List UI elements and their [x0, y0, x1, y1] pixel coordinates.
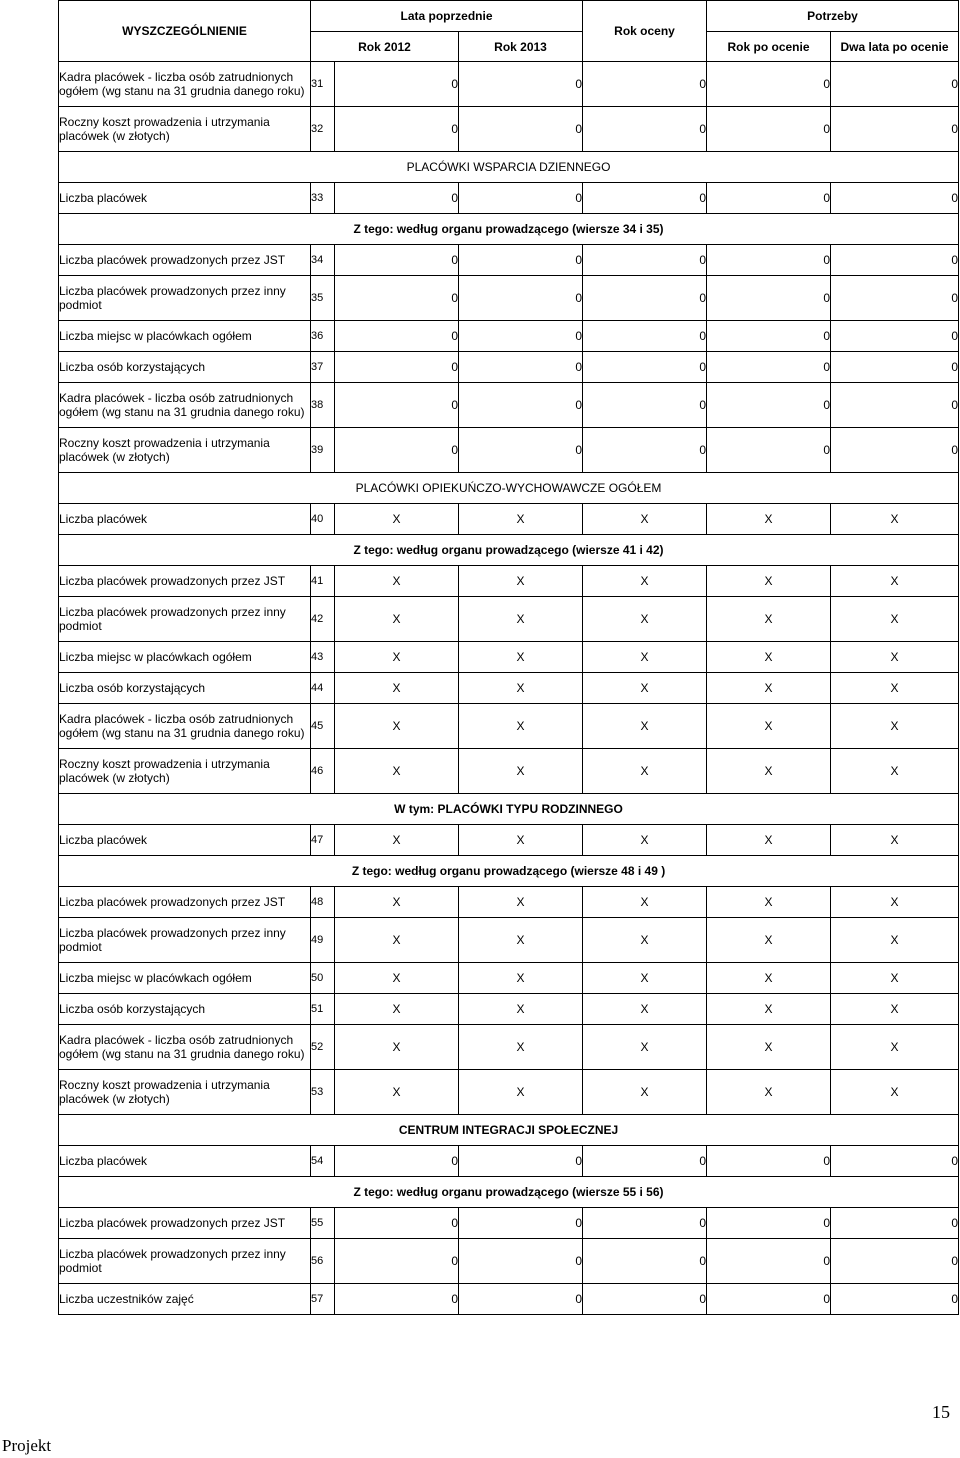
value-cell[interactable]: X [459, 704, 583, 749]
value-cell[interactable]: X [583, 704, 707, 749]
value-cell[interactable]: X [831, 963, 959, 994]
value-cell[interactable]: X [459, 673, 583, 704]
value-cell[interactable]: 0 [831, 62, 959, 107]
section-title: W tym: PLACÓWKI TYPU RODZINNEGO [59, 794, 959, 825]
row-number: 31 [311, 62, 335, 107]
table-row [59, 597, 959, 642]
value-cell[interactable]: X [459, 642, 583, 673]
value-cell[interactable]: 0 [459, 107, 583, 152]
value-cell[interactable]: X [831, 1070, 959, 1115]
section-title: Z tego: według organu prowadzącego (wiersze 41 i 42) [59, 535, 959, 566]
value-cell[interactable]: X [459, 994, 583, 1025]
value-cell[interactable]: X [831, 566, 959, 597]
row-number: 46 [311, 749, 335, 794]
value-cell[interactable]: X [459, 1025, 583, 1070]
row-number: 53 [311, 1070, 335, 1115]
row-label: Kadra placówek - liczba osób zatrudnionych ogółem (wg stanu na 31 grudnia danego roku) [59, 1025, 311, 1070]
value-cell[interactable]: 0 [335, 383, 459, 428]
row-label: Roczny koszt prowadzenia i utrzymania placówek (w złotych) [59, 107, 311, 152]
row-label: Liczba miejsc w placówkach ogółem [59, 642, 311, 673]
value-cell[interactable]: X [583, 749, 707, 794]
value-cell[interactable]: 0 [707, 245, 831, 276]
value-cell[interactable]: 0 [707, 321, 831, 352]
table-row [59, 749, 959, 794]
value-cell[interactable]: X [335, 673, 459, 704]
value-cell[interactable]: 0 [459, 1239, 583, 1284]
row-number: 39 [311, 428, 335, 473]
row-label: Liczba placówek prowadzonych przez JST [59, 1208, 311, 1239]
footer-label: Projekt [2, 1436, 52, 1455]
value-cell[interactable]: X [459, 887, 583, 918]
value-cell[interactable]: X [831, 1025, 959, 1070]
table-row [59, 704, 959, 749]
value-cell[interactable]: X [335, 704, 459, 749]
section-row [59, 535, 959, 566]
value-cell[interactable]: X [335, 504, 459, 535]
table-row [59, 1070, 959, 1115]
row-label: Liczba placówek prowadzonych przez inny podmiot [59, 918, 311, 963]
value-cell[interactable]: 0 [707, 428, 831, 473]
value-cell[interactable]: X [831, 918, 959, 963]
header-prev-years: Lata poprzednie [311, 1, 583, 32]
value-cell[interactable]: 0 [459, 183, 583, 214]
table-row [59, 887, 959, 918]
header-col-2012: Rok 2012 [311, 32, 459, 62]
row-label: Kadra placówek - liczba osób zatrudnionych ogółem (wg stanu na 31 grudnia danego roku) [59, 383, 311, 428]
value-cell[interactable]: 0 [459, 321, 583, 352]
value-cell[interactable]: 0 [831, 1284, 959, 1315]
row-number: 34 [311, 245, 335, 276]
row-number: 41 [311, 566, 335, 597]
row-label: Roczny koszt prowadzenia i utrzymania placówek (w złotych) [59, 749, 311, 794]
value-cell[interactable]: X [583, 1070, 707, 1115]
value-cell[interactable]: X [583, 918, 707, 963]
value-cell[interactable]: 0 [459, 276, 583, 321]
row-number: 51 [311, 994, 335, 1025]
value-cell[interactable]: X [335, 1070, 459, 1115]
value-cell[interactable]: 0 [583, 276, 707, 321]
table-row [59, 642, 959, 673]
value-cell[interactable]: X [831, 673, 959, 704]
value-cell[interactable]: X [831, 749, 959, 794]
row-number: 54 [311, 1146, 335, 1177]
value-cell[interactable]: 0 [583, 428, 707, 473]
value-cell[interactable]: X [831, 704, 959, 749]
value-cell[interactable]: X [707, 673, 831, 704]
row-number: 40 [311, 504, 335, 535]
value-cell[interactable]: 0 [583, 1239, 707, 1284]
header-spec: WYSZCZEGÓLNIENIE [59, 1, 311, 62]
value-cell[interactable]: 0 [583, 1284, 707, 1315]
table-row [59, 276, 959, 321]
row-number: 50 [311, 963, 335, 994]
row-number: 48 [311, 887, 335, 918]
value-cell[interactable]: 0 [335, 428, 459, 473]
header-col-2013: Rok 2013 [459, 32, 583, 62]
value-cell[interactable]: X [707, 642, 831, 673]
row-label: Liczba placówek prowadzonych przez inny podmiot [59, 1239, 311, 1284]
section-row [59, 1177, 959, 1208]
row-number: 36 [311, 321, 335, 352]
value-cell[interactable]: 0 [707, 276, 831, 321]
value-cell[interactable]: 0 [831, 1146, 959, 1177]
value-cell[interactable]: X [335, 994, 459, 1025]
row-number: 37 [311, 352, 335, 383]
value-cell[interactable]: X [707, 566, 831, 597]
table-row [59, 673, 959, 704]
section-title: Z tego: według organu prowadzącego (wiersze 34 i 35) [59, 214, 959, 245]
row-number: 33 [311, 183, 335, 214]
value-cell[interactable]: X [583, 673, 707, 704]
section-title: PLACÓWKI OPIEKUŃCZO-WYCHOWAWCZE OGÓŁEM [59, 473, 959, 504]
value-cell[interactable]: X [831, 642, 959, 673]
value-cell[interactable]: X [583, 994, 707, 1025]
table-row [59, 321, 959, 352]
section-row [59, 856, 959, 887]
value-cell[interactable]: 0 [831, 1208, 959, 1239]
value-cell[interactable]: X [707, 749, 831, 794]
row-number: 42 [311, 597, 335, 642]
value-cell[interactable]: 0 [583, 352, 707, 383]
row-label: Kadra placówek - liczba osób zatrudnionych ogółem (wg stanu na 31 grudnia danego roku) [59, 704, 311, 749]
value-cell[interactable]: X [335, 963, 459, 994]
section-title: Z tego: według organu prowadzącego (wiersze 55 i 56) [59, 1177, 959, 1208]
value-cell[interactable]: X [707, 963, 831, 994]
value-cell[interactable]: X [335, 887, 459, 918]
value-cell[interactable]: 0 [335, 1146, 459, 1177]
value-cell[interactable]: 0 [831, 276, 959, 321]
row-number: 57 [311, 1284, 335, 1315]
value-cell[interactable]: X [707, 1025, 831, 1070]
section-title: Z tego: według organu prowadzącego (wiersze 48 i 49 ) [59, 856, 959, 887]
row-number: 45 [311, 704, 335, 749]
value-cell[interactable]: 0 [707, 1208, 831, 1239]
value-cell[interactable]: X [707, 597, 831, 642]
value-cell[interactable]: X [335, 566, 459, 597]
value-cell[interactable]: X [459, 918, 583, 963]
value-cell[interactable]: 0 [335, 183, 459, 214]
value-cell[interactable]: X [583, 504, 707, 535]
value-cell[interactable]: X [707, 825, 831, 856]
value-cell[interactable]: X [583, 1025, 707, 1070]
table-row [59, 825, 959, 856]
value-cell[interactable]: 0 [459, 1146, 583, 1177]
table-row [59, 1239, 959, 1284]
section-row [59, 473, 959, 504]
value-cell[interactable]: 0 [583, 107, 707, 152]
value-cell[interactable]: X [707, 918, 831, 963]
value-cell[interactable]: X [583, 642, 707, 673]
table-row [59, 383, 959, 428]
row-number: 55 [311, 1208, 335, 1239]
table-row [59, 566, 959, 597]
table-row [59, 1208, 959, 1239]
value-cell[interactable]: X [459, 1070, 583, 1115]
section-title: PLACÓWKI WSPARCIA DZIENNEGO [59, 152, 959, 183]
row-label: Liczba placówek [59, 504, 311, 535]
value-cell[interactable]: 0 [459, 428, 583, 473]
value-cell[interactable]: X [707, 704, 831, 749]
value-cell[interactable]: X [831, 597, 959, 642]
value-cell[interactable]: X [707, 504, 831, 535]
section-row [59, 1115, 959, 1146]
row-label: Liczba osób korzystających [59, 673, 311, 704]
row-label: Liczba uczestników zajęć [59, 1284, 311, 1315]
value-cell[interactable]: 0 [335, 245, 459, 276]
row-number: 56 [311, 1239, 335, 1284]
value-cell[interactable]: X [831, 825, 959, 856]
value-cell[interactable]: 0 [335, 107, 459, 152]
row-label: Liczba placówek prowadzonych przez inny podmiot [59, 276, 311, 321]
row-label: Liczba placówek prowadzonych przez inny podmiot [59, 597, 311, 642]
value-cell[interactable]: 0 [831, 245, 959, 276]
value-cell[interactable]: 0 [335, 1239, 459, 1284]
table-row [59, 963, 959, 994]
header-rok-oceny: Rok oceny [583, 1, 707, 62]
value-cell[interactable]: X [583, 566, 707, 597]
header-potrzeby: Potrzeby [707, 1, 959, 32]
row-label: Liczba osób korzystających [59, 994, 311, 1025]
table-row [59, 245, 959, 276]
row-label: Liczba miejsc w placówkach ogółem [59, 963, 311, 994]
table-row [59, 918, 959, 963]
row-label: Liczba placówek [59, 1146, 311, 1177]
value-cell[interactable]: X [335, 918, 459, 963]
value-cell[interactable]: 0 [831, 383, 959, 428]
value-cell[interactable]: 0 [335, 1208, 459, 1239]
value-cell[interactable]: X [831, 994, 959, 1025]
value-cell[interactable]: 0 [335, 276, 459, 321]
value-cell[interactable]: X [335, 749, 459, 794]
row-number: 47 [311, 825, 335, 856]
value-cell[interactable]: 0 [707, 107, 831, 152]
table-row [59, 1146, 959, 1177]
table-row [59, 428, 959, 473]
value-cell[interactable]: 0 [459, 383, 583, 428]
value-cell[interactable]: 0 [335, 321, 459, 352]
row-number: 43 [311, 642, 335, 673]
table-row [59, 1025, 959, 1070]
table-row [59, 1284, 959, 1315]
section-row [59, 152, 959, 183]
value-cell[interactable]: 0 [707, 1239, 831, 1284]
value-cell[interactable]: 0 [583, 245, 707, 276]
value-cell[interactable]: 0 [831, 428, 959, 473]
value-cell[interactable]: 0 [335, 1284, 459, 1315]
value-cell[interactable]: 0 [831, 321, 959, 352]
row-label: Liczba placówek [59, 825, 311, 856]
value-cell[interactable]: 0 [459, 62, 583, 107]
header-col-two-after: Dwa lata po ocenie [831, 32, 959, 62]
value-cell[interactable]: 0 [831, 352, 959, 383]
value-cell[interactable]: 0 [459, 352, 583, 383]
value-cell[interactable]: 0 [707, 352, 831, 383]
row-number: 38 [311, 383, 335, 428]
table-row [59, 183, 959, 214]
value-cell[interactable]: 0 [459, 1208, 583, 1239]
row-number: 32 [311, 107, 335, 152]
value-cell[interactable]: 0 [583, 62, 707, 107]
value-cell[interactable]: X [459, 597, 583, 642]
value-cell[interactable]: 0 [335, 352, 459, 383]
row-label: Liczba placówek prowadzonych przez JST [59, 887, 311, 918]
value-cell[interactable]: 0 [707, 183, 831, 214]
value-cell[interactable]: X [459, 963, 583, 994]
row-label: Liczba miejsc w placówkach ogółem [59, 321, 311, 352]
value-cell[interactable]: X [583, 597, 707, 642]
table-row [59, 504, 959, 535]
row-number: 35 [311, 276, 335, 321]
value-cell[interactable]: X [335, 1025, 459, 1070]
row-number: 44 [311, 673, 335, 704]
value-cell[interactable]: X [707, 994, 831, 1025]
value-cell[interactable]: 0 [831, 1239, 959, 1284]
value-cell[interactable]: 0 [583, 1146, 707, 1177]
value-cell[interactable]: X [707, 1070, 831, 1115]
value-cell[interactable]: 0 [583, 183, 707, 214]
value-cell[interactable]: X [707, 887, 831, 918]
value-cell[interactable]: X [335, 642, 459, 673]
value-cell[interactable]: 0 [583, 321, 707, 352]
section-title: CENTRUM INTEGRACJI SPOŁECZNEJ [59, 1115, 959, 1146]
needs-assessment-table [58, 0, 959, 1315]
value-cell[interactable]: 0 [831, 183, 959, 214]
value-cell[interactable]: X [335, 825, 459, 856]
table-row [59, 352, 959, 383]
row-label: Kadra placówek - liczba osób zatrudnionych ogółem (wg stanu na 31 grudnia danego roku) [59, 62, 311, 107]
value-cell[interactable]: X [831, 887, 959, 918]
value-cell[interactable]: 0 [707, 62, 831, 107]
section-row [59, 794, 959, 825]
value-cell[interactable]: 0 [583, 1208, 707, 1239]
row-number: 52 [311, 1025, 335, 1070]
row-label: Liczba placówek [59, 183, 311, 214]
value-cell[interactable]: 0 [707, 1284, 831, 1315]
value-cell[interactable]: 0 [459, 1284, 583, 1315]
table-row [59, 994, 959, 1025]
value-cell[interactable]: X [583, 887, 707, 918]
section-row [59, 214, 959, 245]
row-label: Liczba placówek prowadzonych przez JST [59, 566, 311, 597]
value-cell[interactable]: X [583, 963, 707, 994]
table-row [59, 62, 959, 107]
value-cell[interactable]: X [459, 504, 583, 535]
value-cell[interactable]: 0 [831, 107, 959, 152]
row-label: Roczny koszt prowadzenia i utrzymania placówek (w złotych) [59, 1070, 311, 1115]
value-cell[interactable]: X [831, 504, 959, 535]
value-cell[interactable]: X [459, 566, 583, 597]
value-cell[interactable]: 0 [707, 1146, 831, 1177]
value-cell[interactable]: 0 [707, 383, 831, 428]
page-number: 15 [932, 1402, 950, 1422]
value-cell[interactable]: X [335, 597, 459, 642]
value-cell[interactable]: 0 [335, 62, 459, 107]
row-number: 49 [311, 918, 335, 963]
header-col-after: Rok po ocenie [707, 32, 831, 62]
table-body [59, 62, 959, 1315]
value-cell[interactable]: X [583, 825, 707, 856]
row-label: Liczba placówek prowadzonych przez JST [59, 245, 311, 276]
table-row [59, 107, 959, 152]
value-cell[interactable]: 0 [583, 383, 707, 428]
value-cell[interactable]: X [459, 749, 583, 794]
row-label: Roczny koszt prowadzenia i utrzymania placówek (w złotych) [59, 428, 311, 473]
row-label: Liczba osób korzystających [59, 352, 311, 383]
value-cell[interactable]: 0 [459, 245, 583, 276]
value-cell[interactable]: X [459, 825, 583, 856]
